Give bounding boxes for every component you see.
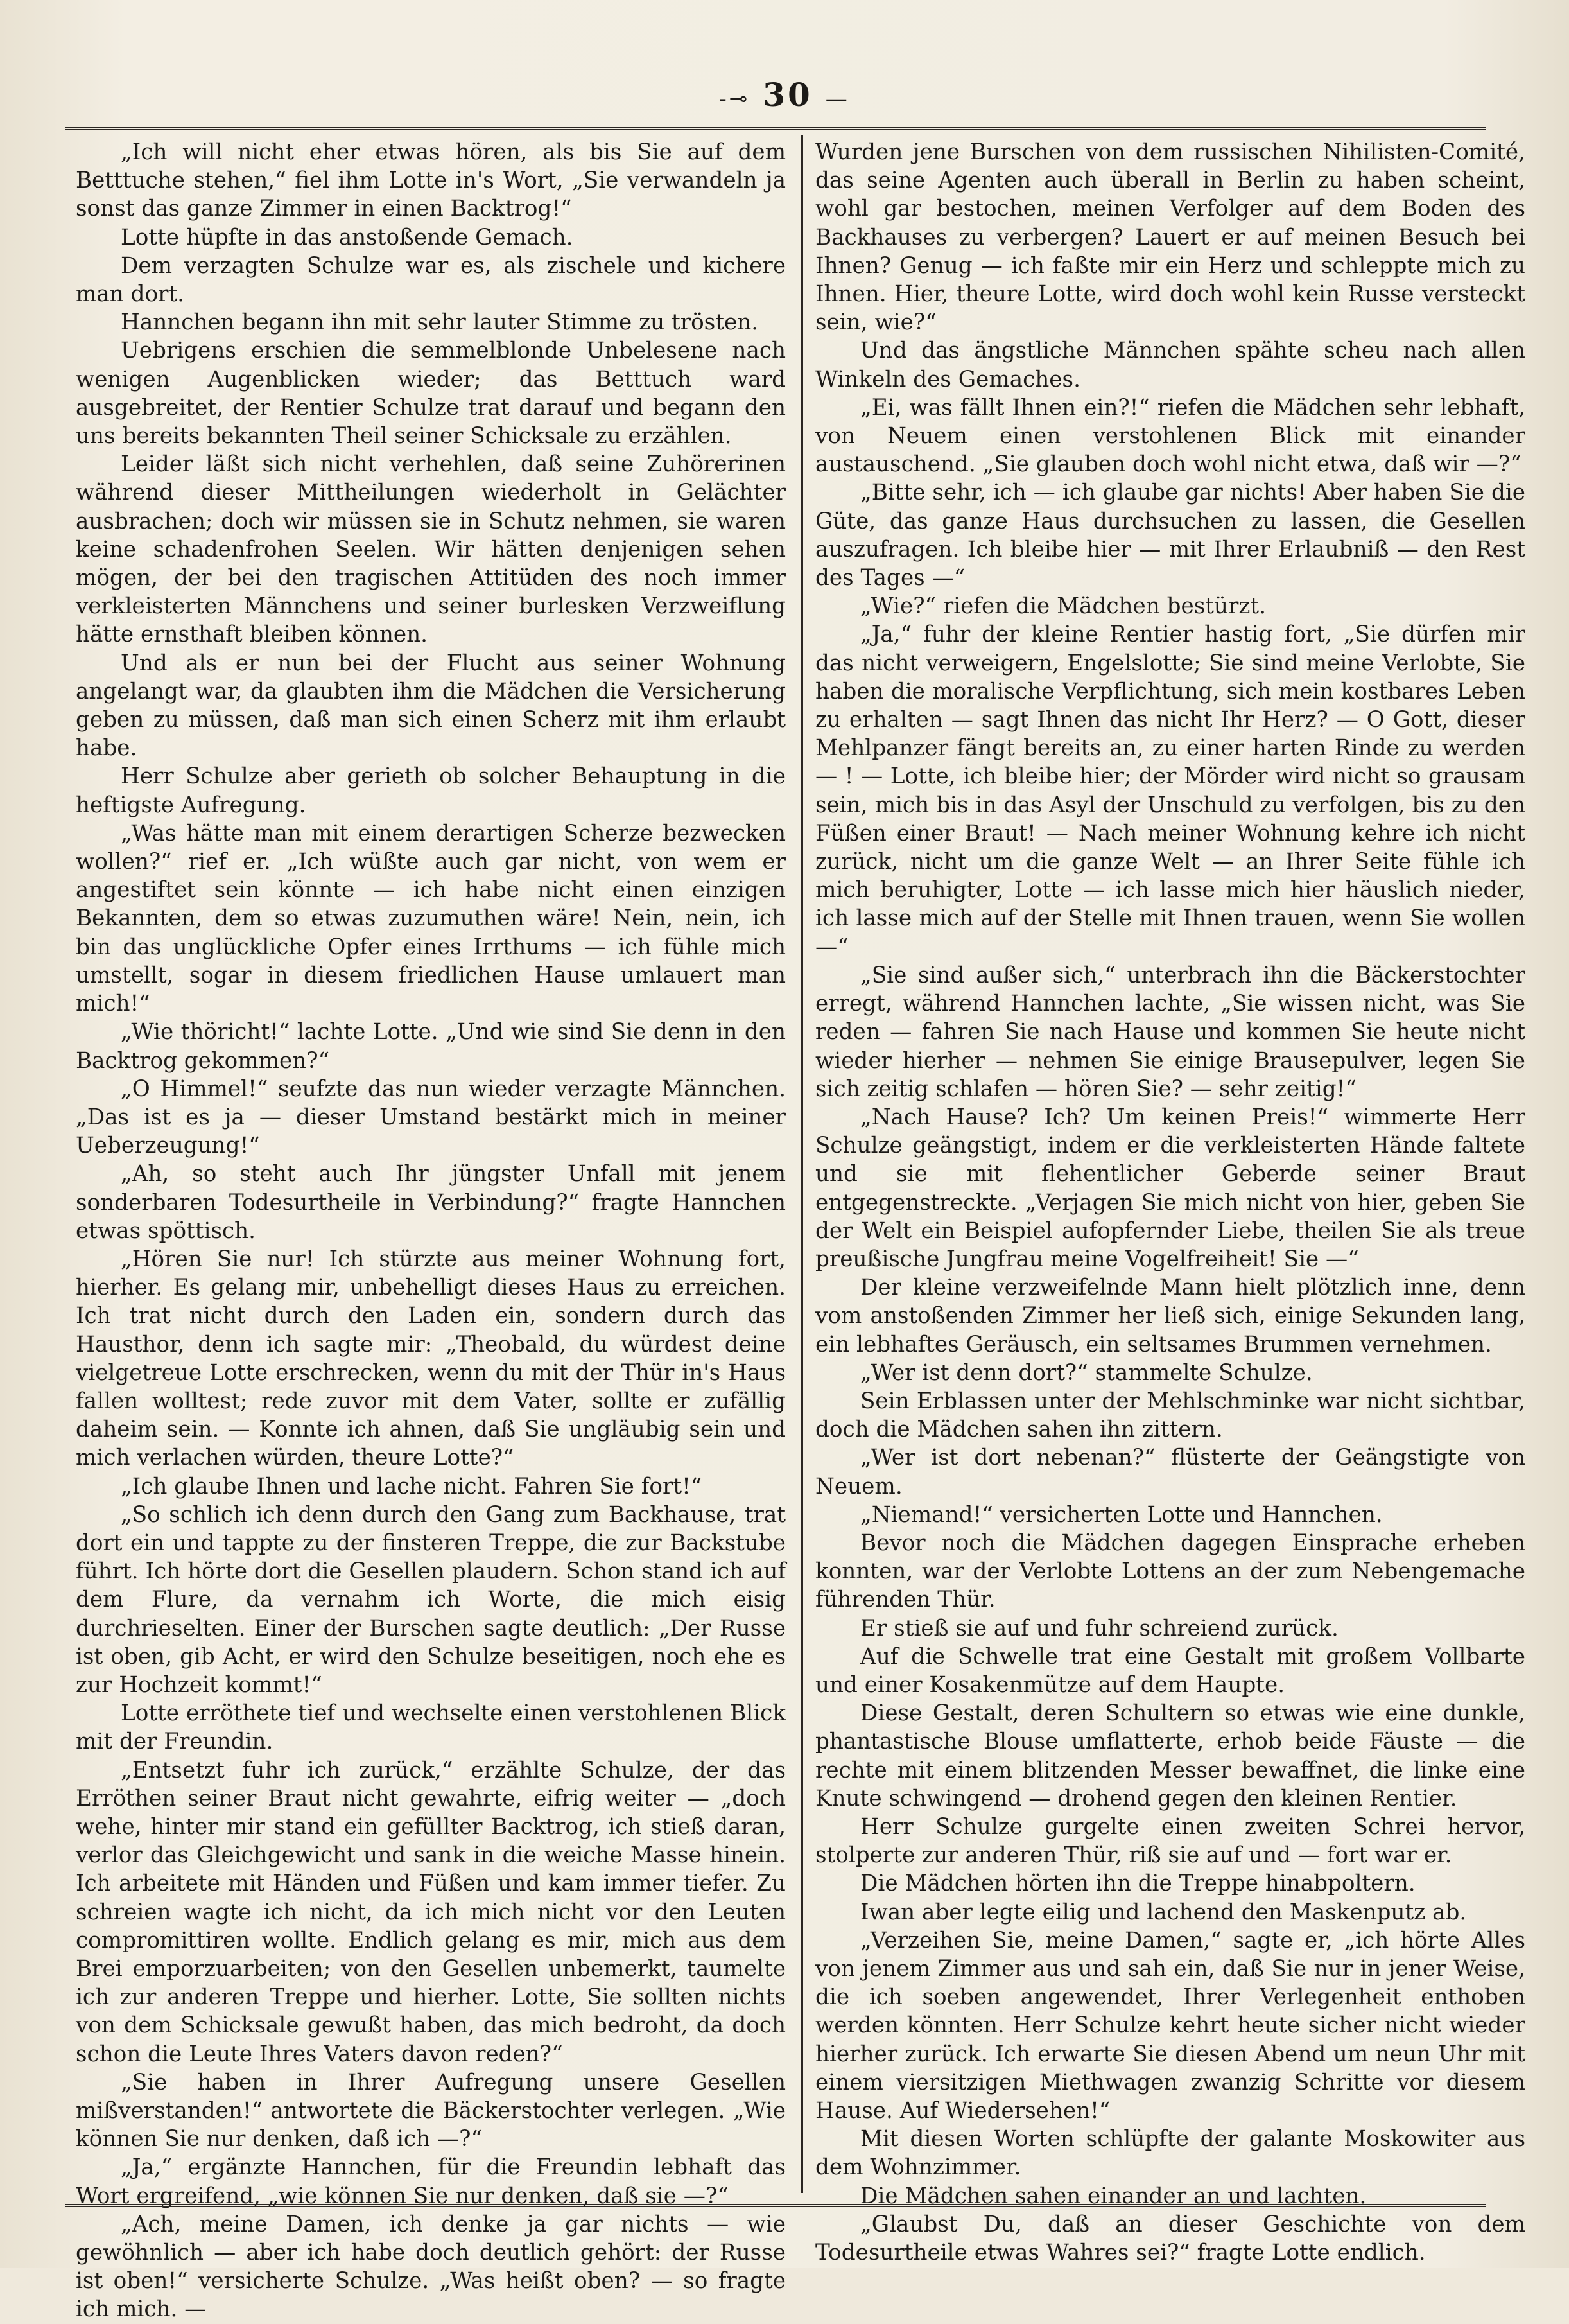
paragraph: Sein Erblassen unter der Mehlschminke war nicht sichtbar, doch die Mädchen sahen ihn zittern. bbox=[815, 1388, 1525, 1443]
paragraph: „Sie sind außer sich,“ unterbrach ihn die Bäckerstochter erregt, während Hannchen lachte, „Sie wissen nicht, was Sie reden — fahren Sie nach Hause und kommen Sie heute nicht wieder hierher — nehmen Sie einige Brausepulver, legen Sie sich zeitig schlafen — hören Sie? — sehr zeitig!“ bbox=[815, 962, 1525, 1102]
paragraph: „Entsetzt fuhr ich zurück,“ erzählte Schulze, der das Erröthen seiner Braut nicht gewahrte, eifrig weiter — „doch wehe, hinter mir stand ein gefüllter Backtrog, ich stieß daran, verlor das Gleichgewicht und sank in die weiche Masse hinein. Ich arbeitete mit Händen und Füßen und kam immer tiefer. Zu schreien wagte ich nicht, da ich mich nicht vor den Leuten compromittiren wollte. Endlich gelang es mir, mich aus dem Brei emporzuarbeiten; von den Gesellen unbemerkt, taumelte ich zur anderen Treppe und hierher. Lotte, Sie sollten nichts von dem Schicksale gewußt haben, das mich bedroht, da doch schon die Leute Ihres Vaters davon reden?“ bbox=[76, 1757, 786, 2067]
paragraph: Die Mädchen sahen einander an und lachten. bbox=[860, 2183, 1367, 2209]
paragraph: „Ja,“ fuhr der kleine Rentier hastig fort, „Sie dürfen mir das nicht verweigern, Engelslotte; Sie sind meine Verlobte, Sie haben die moralische Verpflichtung, sich mein kostbares Leben zu erhalten — sagt Ihnen das nicht Ihr Herz? — O Gott, dieser Mehlpanzer fängt bereits an, zu einer harten Rinde zu werden — ! — Lotte, ich bleibe hier; der Mörder wird nicht so grausam sein, mich bis in das Asyl der Unschuld zu verfolgen, bis zu den Füßen einer Braut! — Nach meiner Wohnung kehre ich nicht zurück, nicht um die ganze Welt — an Ihrer Seite fühle ich mich beruhigter, Lotte — ich lasse mich hier häuslich nieder, ich lasse mich auf der Stelle mit Ihnen trauen, wenn Sie wollen —“ bbox=[815, 622, 1525, 960]
left-column bbox=[76, 138, 786, 2323]
paragraph: „O Himmel!“ seufzte das nun wieder verzagte Männchen. „Das ist es ja — dieser Umstand bestärkt mich in meiner Ueberzeugung!“ bbox=[76, 1076, 786, 1159]
paragraph: „Glaubst Du, daß an dieser Geschichte von dem Todesurtheile etwas Wahres sei?“ fragte Lotte endlich. bbox=[815, 2211, 1525, 2266]
paragraph: Der kleine verzweifelnde Mann hielt plötzlich inne, denn vom anstoßenden Zimmer her ließ sich, einige Sekunden lang, ein lebhaftes Geräusch, ein seltsames Brummen vernehmen. bbox=[815, 1275, 1525, 1358]
paragraph: „Wer ist denn dort?“ stammelte Schulze. bbox=[860, 1359, 1313, 1386]
paragraph: Bevor noch die Mädchen dagegen Einsprache erheben konnten, war der Verlobte Lottens an der zum Nebengemache führenden Thür. bbox=[815, 1530, 1525, 1613]
paragraph: Und das ängstliche Männchen spähte scheu nach allen Winkeln des Gemaches. bbox=[815, 338, 1525, 392]
paragraph: Er stieß sie auf und fuhr schreiend zurück. bbox=[860, 1615, 1339, 1641]
paragraph: Mit diesen Worten schlüpfte der galante Moskowiter aus dem Wohnzimmer. bbox=[815, 2126, 1525, 2181]
paragraph: Dem verzagten Schulze war es, als zischele und kichere man dort. bbox=[76, 252, 786, 308]
paragraph: Leider läßt sich nicht verhehlen, daß seine Zuhörerinen während dieser Mittheilungen wiederholt in Gelächter ausbrachen; doch wir müssen sie in Schutz nehmen, sie waren keine schadenfrohen Seelen. Wir hätten denjenigen sehen mögen, der bei den tragischen Attitüden des noch immer verkleisterten Männchens und seiner burlesken Verzweiflung hätte ernsthaft bleiben können. bbox=[76, 451, 786, 648]
paragraph: „Ja,“ ergänzte Hannchen, für die Freundin lebhaft das Wort ergreifend, „wie können Sie nur denken, daß sie —?“ bbox=[76, 2154, 786, 2209]
paragraph: Auf die Schwelle trat eine Gestalt mit großem Vollbarte und einer Kosakenmütze auf dem Haupte. bbox=[815, 1643, 1525, 1698]
paragraph: „Ich will nicht eher etwas hören, als bis Sie auf dem Betttuche stehen,“ fiel ihm Lotte in's Wort, „Sie verwandeln ja sonst das ganze Zimmer in einen Backtrog!“ bbox=[76, 139, 786, 222]
paragraph: Herr Schulze gurgelte einen zweiten Schrei hervor, stolperte zur anderen Thür, riß sie auf und — fort war er. bbox=[815, 1813, 1525, 1869]
paragraph: Lotte erröthete tief und wechselte einen verstohlenen Blick mit der Freundin. bbox=[76, 1700, 786, 1755]
paragraph: „Bitte sehr, ich — ich glaube gar nichts! Aber haben Sie die Güte, das ganze Haus durchsuchen zu lassen, die Gesellen auszufragen. Ich bleibe hier — mit Ihrer Erlaubniß — den Rest des Tages —“ bbox=[815, 480, 1525, 591]
paragraph: „Hören Sie nur! Ich stürzte aus meiner Wohnung fort, hierher. Es gelang mir, unbehelligt dieses Haus zu erreichen. Ich trat nicht durch den Laden ein, sondern durch das Hausthor, denn ich sagte mir: „Theobald, du würdest deine vielgetreue Lotte erschrecken, wenn du mit der Thür in's Haus fallen wolltest; rede zuvor mit dem Vater, sollte er zufällig daheim sein. — Konnte ich ahnen, daß Sie ungläubig sein und mich verlachen würden, theure Lotte?“ bbox=[76, 1246, 786, 1471]
top-rule bbox=[65, 127, 1486, 130]
paragraph: Hannchen begann ihn mit sehr lauter Stimme zu trösten. bbox=[121, 310, 759, 336]
paragraph: Herr Schulze aber gerieth ob solcher Behauptung in die heftigste Aufregung. bbox=[76, 764, 786, 818]
paragraph: Uebrigens erschien die semmelblonde Unbelesene nach wenigen Augenblicken wieder; das Betttuch ward ausgebreitet, der Rentier Schulze trat darauf und begann den uns bereits bekannten Theil seiner Schicksale zu erzählen. bbox=[76, 338, 786, 450]
paragraph: Die Mädchen hörten ihn die Treppe hinabpoltern. bbox=[860, 1871, 1416, 1897]
paragraph: „Ich glaube Ihnen und lache nicht. Fahren Sie fort!“ bbox=[121, 1473, 702, 1499]
paragraph: „Was hätte man mit einem derartigen Scherze bezwecken wollen?“ rief er. „Ich wüßte auch gar nicht, von wem er angestiftet sein könnte — ich habe nicht einen einzigen Bekannten, dem so etwas zuzumuthen wäre! Nein, nein, ich bin das unglückliche Opfer eines Irrthums — ich fühle mich umstellt, sogar in diesem friedlichen Hause umlauert man mich!“ bbox=[76, 820, 786, 1017]
paragraph: „Ach, meine Damen, ich denke ja gar nichts — wie gewöhnlich — aber ich habe doch deutlich gehört: der Russe ist oben!“ versicherte Schulze. „Was heißt oben? — so fragte ich mich. — bbox=[76, 2211, 786, 2323]
bottom-rule bbox=[65, 2204, 1486, 2207]
paragraph: Und als er nun bei der Flucht aus seiner Wohnung angelangt war, da glaubten ihm die Mädchen die Versicherung geben zu müssen, daß man sich einen Scherz mit ihm erlaubt habe. bbox=[76, 650, 786, 762]
paragraph: „Niemand!“ versicherten Lotte und Hannchen. bbox=[860, 1501, 1383, 1528]
paragraph: „Sie haben in Ihrer Aufregung unsere Gesellen mißverstanden!“ antwortete die Bäckerstochter verlegen. „Wie können Sie nur denken, daß ich —?“ bbox=[76, 2069, 786, 2153]
page-number: -⊸ 30 — bbox=[719, 76, 850, 114]
paragraph: „Wie thöricht!“ lachte Lotte. „Und wie sind Sie denn in den Backtrog gekommen?“ bbox=[76, 1019, 786, 1074]
paragraph: Wurden jene Burschen von dem russischen Nihilisten-Comité, das seine Agenten auch überall in Berlin zu haben scheint, wohl gar bestochen, meinen Verfolger auf dem Boden des Backhauses zu verbergen? Lauert er auf meinen Besuch bei Ihnen? Genug — ich faßte mir ein Herz und schleppte mich zu Ihnen. Hier, theure Lotte, wird doch wohl kein Russe versteckt sein, wie?“ bbox=[815, 139, 1525, 336]
paragraph: „Ei, was fällt Ihnen ein?!“ riefen die Mädchen sehr lebhaft, von Neuem einen verstohlenen Blick mit einander austauschend. „Sie glauben doch wohl nicht etwa, daß wir —?“ bbox=[815, 394, 1525, 478]
paragraph: Iwan aber legte eilig und lachend den Maskenputz ab. bbox=[860, 1899, 1467, 1925]
paragraph: Lotte hüpfte in das anstoßende Gemach. bbox=[121, 224, 573, 250]
right-column bbox=[815, 138, 1525, 2266]
paragraph: „Nach Hause? Ich? Um keinen Preis!“ wimmerte Herr Schulze geängstigt, indem er die verkleisterten Hände faltete und sie mit flehentlicher Geberde seiner Braut entgegenstreckte. „Verjagen Sie mich nicht von hier, geben Sie der Welt ein Beispiel aufopfernder Liebe, theilen Sie als treue preußische Jungfrau meine Vogelfreiheit! Sie —“ bbox=[815, 1104, 1525, 1272]
paragraph: „Wie?“ riefen die Mädchen bestürzt. bbox=[860, 593, 1267, 620]
paragraph: „Ah, so steht auch Ihr jüngster Unfall mit jenem sonderbaren Todesurtheile in Verbindung?“ fragte Hannchen etwas spöttisch. bbox=[76, 1161, 786, 1244]
paragraph: „Wer ist dort nebenan?“ flüsterte der Geängstigte von Neuem. bbox=[815, 1445, 1525, 1499]
column-divider bbox=[801, 135, 803, 2193]
paragraph: „So schlich ich denn durch den Gang zum Backhause, trat dort ein und tappte zu der finsteren Treppe, die zur Backstube führt. Ich hörte dort die Gesellen plaudern. Schon stand ich auf dem Flure, da vernahm ich Worte, die mich eisig durchrieselten. Einer der Burschen sagte deutlich: „Der Russe ist oben, gib Acht, er wird den Schulze beseitigen, noch ehe es zur Hochzeit kommt!“ bbox=[76, 1501, 786, 1698]
paragraph: Diese Gestalt, deren Schultern so etwas wie eine dunkle, phantastische Blouse umflatterte, erhob beide Fäuste — die rechte mit einem blitzenden Messer bewaffnet, die linke eine Knute schwingend — drohend gegen den kleinen Rentier. bbox=[815, 1700, 1525, 1812]
paragraph: „Verzeihen Sie, meine Damen,“ sagte er, „ich hörte Alles von jenem Zimmer aus und sah ein, daß Sie nur in jener Weise, die ich soeben angewendet, Ihrer Verlegenheit enthoben werden könnten. Herr Schulze kehrt heute sicher nicht wieder hierher zurück. Ich erwarte Sie diesen Abend um neun Uhr mit einem viersitzigen Miethwagen zwanzig Schritte vor diesem Hause. Auf Wiedersehen!“ bbox=[815, 1927, 1525, 2124]
